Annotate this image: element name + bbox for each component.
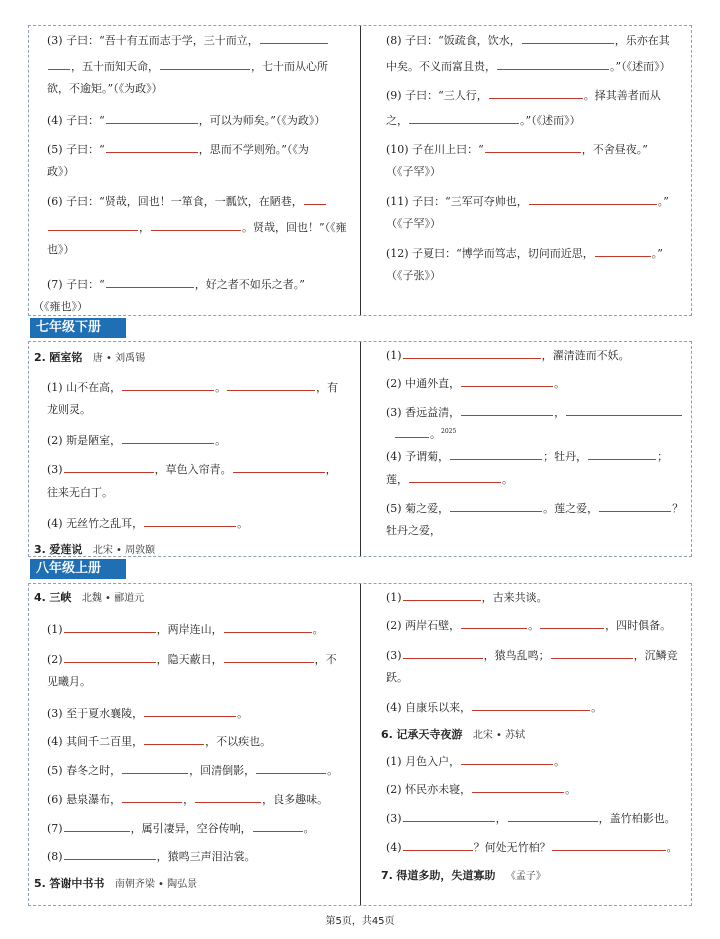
blank[interactable] xyxy=(403,809,495,822)
panel-analects xyxy=(28,25,692,316)
p2-line3: (2) 斯是陋室， 。 xyxy=(47,431,226,449)
q8-line1: (8) 子曰：“饭疏食，饮水， ，乐亦在其 xyxy=(386,31,670,49)
p2-line4: (3) ，草色入帘青。 ， xyxy=(47,460,337,478)
blank[interactable] xyxy=(144,732,204,745)
blank[interactable] xyxy=(160,57,250,70)
blank[interactable] xyxy=(599,499,671,512)
blank[interactable] xyxy=(256,761,326,774)
p4-line8: (7) ，属引凄异，空谷传响， 。 xyxy=(47,819,315,837)
p2-line2: 龙则灵。 xyxy=(47,403,91,416)
poem3-heading: 3. 爱莲说 北宋 • 周敦颐 xyxy=(34,543,156,556)
q10-line1: (10) 子在川上曰：“ ，不舍昼夜。” xyxy=(386,140,648,158)
blank[interactable] xyxy=(403,838,473,851)
panel-grade8a xyxy=(28,583,692,906)
page-number: 第5页，共45页 xyxy=(325,916,395,927)
p5-line5: (4) 自康乐以来， 。 xyxy=(386,698,602,716)
blank[interactable] xyxy=(588,447,656,460)
blank[interactable] xyxy=(497,57,609,70)
blank[interactable] xyxy=(144,704,236,717)
blank[interactable] xyxy=(461,616,527,629)
p3-line2: (2) 中通外直， 。 xyxy=(386,374,565,392)
p5-line1: (1) ，古来共谈。 xyxy=(386,588,548,606)
blank[interactable] xyxy=(260,31,328,44)
poem5-heading: 5. 答谢中书书 南朝齐梁 • 陶弘景 xyxy=(34,877,198,890)
p6-line4: (4) ？何处无竹柏？ 。 xyxy=(386,838,678,856)
q7-line2: （《雍也》） xyxy=(33,300,88,313)
panel-grade7b xyxy=(28,341,692,557)
blank[interactable] xyxy=(122,378,214,391)
section-banner-grade7b: 七年级下册 xyxy=(30,318,126,338)
blank[interactable] xyxy=(450,447,542,460)
p3-line3b: 。$^{2025}$ xyxy=(394,424,456,443)
blank[interactable] xyxy=(566,403,682,416)
q10-line2: （《子罕》） xyxy=(386,165,441,178)
blank[interactable] xyxy=(403,588,481,601)
blank[interactable] xyxy=(409,470,501,483)
q3-line2: ，五十而知天命， ，七十而从心所 xyxy=(47,57,328,75)
blank[interactable] xyxy=(403,646,483,659)
column-divider xyxy=(360,584,361,905)
q6-line1: (6) 子曰：“贤哉，回也！一箪食，一瓢饮，在陋巷， xyxy=(47,192,327,210)
poem-title: 答谢中书书 xyxy=(49,877,105,890)
blank[interactable] xyxy=(485,140,581,153)
q3-line1: (3) 子曰：“吾十有五而志于学，三十而立， xyxy=(47,31,329,49)
blank[interactable] xyxy=(224,650,314,663)
blank[interactable] xyxy=(106,275,194,288)
blank[interactable] xyxy=(403,346,541,359)
poem-title: 得道多助，失道寡助 xyxy=(396,869,496,882)
q4-line: (4) 子曰：“ ，可以为师矣。”（《为政》） xyxy=(47,111,325,129)
p4-line7: (6) 悬泉瀑布， ， ，良多趣味。 xyxy=(47,790,328,808)
blank[interactable] xyxy=(122,431,214,444)
q11-line2: （《子罕》） xyxy=(386,217,441,230)
watermark-year: 2025 xyxy=(441,428,457,435)
p6-line3: (3) ， ，盖竹柏影也。 xyxy=(386,809,676,827)
blank[interactable] xyxy=(472,698,590,711)
blank[interactable] xyxy=(64,650,156,663)
p2-line6: (4) 无丝竹之乱耳， 。 xyxy=(47,514,248,532)
blank[interactable] xyxy=(48,218,138,231)
blank[interactable] xyxy=(144,514,236,527)
poem-author: 南朝齐梁 • 陶弘景 xyxy=(114,879,198,890)
blank[interactable] xyxy=(64,847,156,860)
p3-line7: 牡丹之爱， xyxy=(386,524,441,537)
p6-line2: (2) 怀民亦未寝， 。 xyxy=(386,780,576,798)
blank[interactable] xyxy=(461,752,553,765)
q5-line1: (5) 子曰：“ ，思而不学则殆。”（《为 xyxy=(47,140,309,158)
p3-line4: (4) 予谓菊， ；牡丹， ； xyxy=(386,447,668,465)
q7-line1: (7) 子曰：“ ，好之者不如乐之者。” xyxy=(47,275,305,293)
q3-line3: 欲，不逾矩。”（《为政》） xyxy=(47,82,163,95)
q6-line3: 也》） xyxy=(47,243,75,256)
p5-line3: (3) ，猿鸟乱鸣； ，沉鳞竞 xyxy=(386,646,678,664)
p4-line6: (5) 春冬之时， ，回清倒影， 。 xyxy=(47,761,338,779)
blank[interactable] xyxy=(461,374,553,387)
p3-line5: 莲， 。 xyxy=(386,470,513,488)
poem2-heading: 2. 陋室铭 唐 • 刘禹锡 xyxy=(34,351,146,364)
blank[interactable] xyxy=(551,646,633,659)
blank[interactable] xyxy=(461,403,553,416)
blank[interactable] xyxy=(450,499,542,512)
q11-line1: (11) 子曰：“三军可夺帅也， 。” xyxy=(386,192,669,210)
column-divider xyxy=(360,26,361,315)
blank[interactable] xyxy=(48,57,70,70)
p2-line1: (1) 山不在高， 。 ，有 xyxy=(47,378,338,396)
blank[interactable] xyxy=(151,218,241,231)
blank[interactable] xyxy=(122,790,182,803)
q12-line1: (12) 子夏曰：“博学而笃志，切问而近思， 。” xyxy=(386,244,663,262)
p3-line3: (3) 香远益清， ， xyxy=(386,403,683,421)
blank[interactable] xyxy=(106,140,198,153)
p2-line5: 往来无白丁。 xyxy=(47,486,113,499)
blank[interactable] xyxy=(472,780,564,793)
poem-author: 北魏 • 郦道元 xyxy=(81,593,145,604)
q8-line2: 中矣。不义而富且贵， 。”（《述而》） xyxy=(386,57,671,75)
p4-line1: (1) ，两岸连山， 。 xyxy=(47,620,324,638)
blank[interactable] xyxy=(522,31,614,44)
poem-title: 三峡 xyxy=(49,591,72,604)
blank[interactable] xyxy=(508,809,598,822)
q9-line1: (9) 子曰：“三人行， 。择其善者而从 xyxy=(386,86,661,104)
poem-author: 《孟子》 xyxy=(505,871,546,882)
blank[interactable] xyxy=(195,790,261,803)
p4-line3: 见曦月。 xyxy=(47,675,91,688)
blank[interactable] xyxy=(227,378,315,391)
blank[interactable] xyxy=(595,244,651,257)
poem-author: 北宋 • 周敦颐 xyxy=(92,545,156,556)
column-divider xyxy=(360,342,361,556)
blank[interactable] xyxy=(233,460,325,473)
poem6-heading: 6. 记承天寺夜游 北宋 • 苏轼 xyxy=(381,728,526,741)
q5-line2: 政》） xyxy=(47,165,75,178)
p5-line2: (2) 两岸石壁， 。 ，四时俱备。 xyxy=(386,616,671,634)
poem7-heading: 7. 得道多助，失道寡助 《孟子》 xyxy=(381,869,546,882)
blank[interactable] xyxy=(540,616,604,629)
blank[interactable] xyxy=(106,111,198,124)
p3-line6: (5) 菊之爱， 。莲之爱， ？ xyxy=(386,499,683,517)
p4-line4: (3) 至于夏水襄陵， 。 xyxy=(47,704,248,722)
blank[interactable] xyxy=(224,620,312,633)
poem-title: 记承天寺夜游 xyxy=(396,728,463,741)
blank[interactable] xyxy=(409,111,519,124)
p5-line4: 跃。 xyxy=(386,671,408,684)
blank[interactable] xyxy=(253,819,303,832)
blank[interactable] xyxy=(64,460,154,473)
blank[interactable] xyxy=(64,620,156,633)
blank[interactable] xyxy=(122,761,188,774)
poem-title: 爱莲说 xyxy=(49,543,83,556)
poem-title: 陋室铭 xyxy=(49,351,83,364)
q12-line2: （《子张》） xyxy=(386,269,441,282)
poem-author: 北宋 • 苏轼 xyxy=(472,730,526,741)
poem-author: 唐 • 刘禹锡 xyxy=(92,353,146,364)
blank[interactable] xyxy=(304,192,326,205)
p4-line9: (8) ，猿鸣三声泪沾裳。 xyxy=(47,847,256,865)
blank[interactable] xyxy=(552,838,666,851)
p4-line2: (2) ，隐天蔽日， ，不 xyxy=(47,650,337,668)
p4-line5: (4) 其间千二百里， ，不以疾也。 xyxy=(47,732,271,750)
q6-line2: ， 。贤哉，回也！”（《雍 xyxy=(47,218,347,236)
blank[interactable] xyxy=(489,86,583,99)
poem4-heading: 4. 三峡 北魏 • 郦道元 xyxy=(34,591,145,604)
blank[interactable] xyxy=(529,192,657,205)
p6-line1: (1) 月色入户， 。 xyxy=(386,752,565,770)
section-banner-grade8a: 八年级上册 xyxy=(30,559,126,579)
p3-line1: (1) ，濯清涟而不妖。 xyxy=(386,346,630,364)
q9-line2: 之， 。”（《述而》） xyxy=(386,111,581,129)
blank[interactable] xyxy=(395,425,429,438)
blank[interactable] xyxy=(64,819,130,832)
